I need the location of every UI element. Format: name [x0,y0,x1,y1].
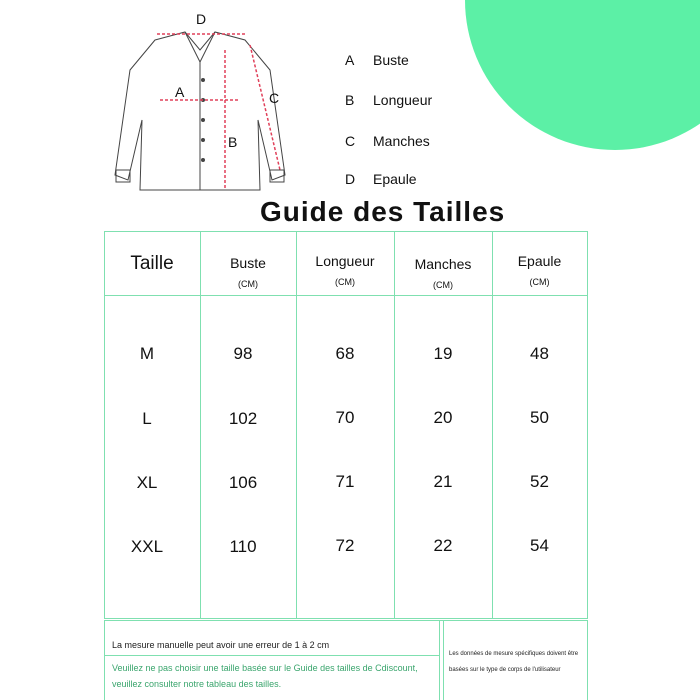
header-label: Buste [230,255,266,271]
header-unit: (CM) [238,279,258,289]
diagram-label-b: B [228,134,238,150]
shirt-diagram [100,10,300,200]
diagram-label-a: A [175,84,185,100]
table-cell: 52 [530,472,549,491]
header-label: Longueur [315,253,375,269]
legend-row-d [345,171,417,187]
legend-key: B [345,92,355,108]
legend-key: A [345,52,355,68]
legend-label: Epaule [373,171,417,187]
legend-key: C [345,133,356,149]
table-cell: 54 [530,536,549,555]
table-cell: L [142,409,152,428]
table-cell: 50 [530,408,549,427]
header-chest [200,255,296,289]
diagram-label-d: D [196,11,207,27]
size-table [104,231,588,619]
table-cell: XL [136,473,158,492]
header-unit: (CM) [529,277,550,287]
header-size: Taille [130,253,174,274]
table-cell: 98 [233,344,253,363]
decorative-green-circle [465,0,700,150]
table-cell: 19 [433,344,453,363]
legend-label: Manches [373,133,430,149]
header-shoulder [492,253,587,287]
page-title: Guide des Tailles [260,196,506,227]
table-cell: 71 [335,472,355,491]
table-cell: 110 [229,537,257,556]
note-size-advice: Veuillez ne pas choisir une taille basée sur le Guide des tailles de Cdiscount, veuillez consulter notre tableau des tailles. [112,663,418,689]
table-cell: 70 [335,408,355,427]
legend-key: D [345,171,356,187]
legend-row-a [345,52,409,68]
legend-label: Buste [373,52,409,68]
diagram-label-c: C [269,90,280,106]
table-cell: 102 [228,409,258,428]
table-cell: 48 [530,344,549,363]
table-cell: 68 [335,344,355,363]
table-cell: 20 [433,408,453,427]
table-cell: 72 [335,536,355,555]
note-body-type: Les données de mesure spécifiques doivent être basées sur le type de corps de l'utilisateur [449,651,579,673]
notes-box [104,620,588,700]
header-label: Manches [414,256,472,272]
header-unit: (CM) [433,280,453,290]
legend-row-b [345,92,432,108]
legend-row-c [345,133,430,149]
table-cell: 22 [433,536,453,555]
table-cell: 106 [228,473,258,492]
header-label: Epaule [517,253,562,269]
table-cell: 21 [433,472,453,491]
header-length [296,253,394,287]
table-cell: M [139,344,155,363]
legend-label: Longueur [373,92,433,108]
table-cell: XXL [130,537,164,556]
note-measurement-error: La mesure manuelle peut avoir une erreur de 1 à 2 cm [112,640,330,650]
header-sleeves [394,256,492,290]
header-unit: (CM) [335,277,355,287]
